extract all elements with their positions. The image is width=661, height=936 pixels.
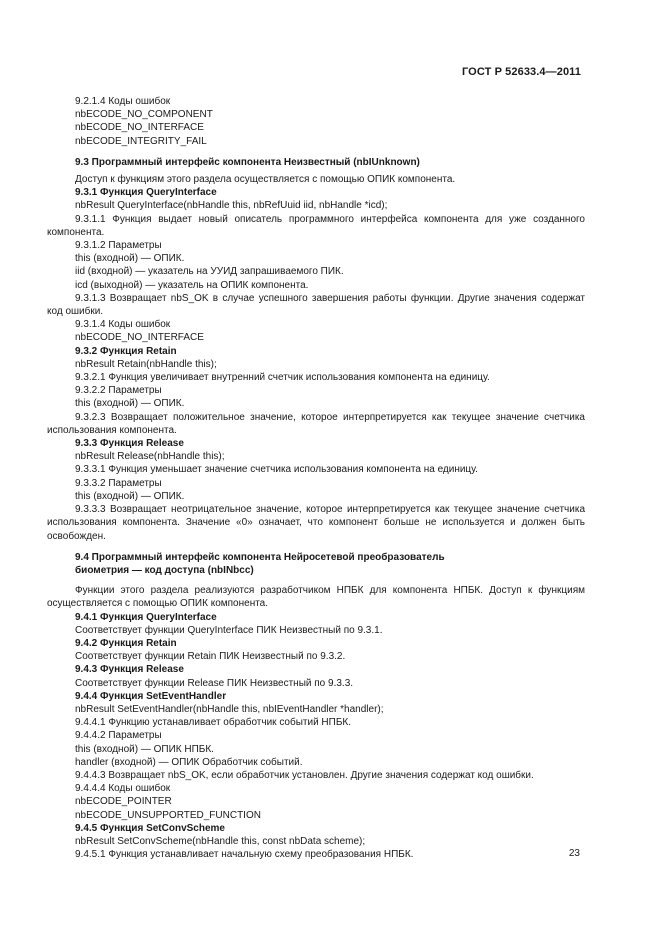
text-line: 9.4.5.1 Функция устанавливает начальную схему преобразования НПБК. (75, 849, 414, 861)
text-line: Соответствует функции Retain ПИК Неизвестный по 9.3.2. (75, 651, 346, 663)
subsection-heading: 9.4.2 Функция Retain (75, 637, 177, 649)
text-line: 9.3.1.4 Коды ошибок (75, 319, 171, 331)
paragraph: 9.3.1.1 Функция выдает новый описатель программного интерфейса компонента для уже созданного компонента. (47, 213, 585, 238)
text-line: 9.4.4.3 Возвращает nbS_OK, если обработчик установлен. Другие значения содержат код ошибки. (75, 769, 534, 781)
text-line: nbECODE_NO_INTERFACE (75, 332, 204, 344)
code-line: nbResult QueryInterface(nbHandle this, nbRefUuid iid, nbHandle *icd); (75, 200, 388, 212)
paragraph: 9.3.3.3 Возвращает неотрицательное значение, которое интерпретируется как текущее значение счетчика использования компонента. Значение «0» означает, что компонент больше не используется и должен быть освобожден. (47, 504, 585, 542)
subsection-heading: 9.3.3 Функция Release (75, 438, 184, 450)
text-line: nbECODE_POINTER (75, 796, 172, 808)
subsection-heading: 9.4.3 Функция Release (75, 664, 184, 676)
code-line: nbResult SetConvScheme(nbHandle this, const nbData scheme); (75, 835, 366, 847)
subsection-heading: 9.4.4 Функция SetEventHandler (75, 690, 227, 702)
text-line: 9.4.4.4 Коды ошибок (75, 783, 171, 795)
paragraph: 9.3.1.3 Возвращает nbS_OK в случае успешного завершения работы функции. Другие значения содержат код ошибки. (47, 292, 585, 318)
page-number: 23 (568, 848, 580, 859)
text-line: handler (входной) — ОПИК Обработчик событий. (75, 756, 303, 768)
text-line: Соответствует функции Release ПИК Неизвестный по 9.3.3. (75, 677, 354, 689)
text-line: iid (входной) — указатель на УУИД запрашиваемого ПИК. (75, 266, 344, 278)
text-line: 9.4.4.2 Параметры (75, 730, 162, 742)
text-line: Доступ к функциям этого раздела осуществляется с помощью ОПИК компонента. (75, 174, 456, 186)
text-line: nbECODE_NO_COMPONENT (75, 109, 213, 121)
subsection-heading: 9.3.1 Функция QueryInterface (75, 187, 217, 199)
section-heading-9-4: 9.4 Программный интерфейс компонента Нейросетевой преобразователь (75, 551, 445, 563)
text-line: this (входной) — ОПИК. (75, 253, 185, 265)
text-line: this (входной) — ОПИК НПБК. (75, 743, 214, 755)
text-line: 9.3.1.2 Параметры (75, 240, 162, 252)
section-heading-9-3: 9.3 Программный интерфейс компонента Неизвестный (nbIUnknown) (75, 156, 420, 168)
text-line: icd (выходной) — указатель на ОПИК компонента. (75, 279, 309, 291)
text-line: this (входной) — ОПИК. (75, 490, 185, 502)
text-line: this (входной) — ОПИК. (75, 398, 185, 410)
text-line: nbECODE_UNSUPPORTED_FUNCTION (75, 809, 261, 821)
text-line: nbECODE_NO_INTERFACE (75, 122, 204, 134)
code-line: nbResult Retain(nbHandle this); (75, 358, 217, 370)
text-line: nbECODE_INTEGRITY_FAIL (75, 135, 207, 147)
subsection-heading: 9.3.2 Функция Retain (75, 345, 177, 357)
text-line: 9.3.2.2 Параметры (75, 385, 162, 397)
text-line: 9.2.1.4 Коды ошибок (75, 96, 171, 107)
text-line: 9.4.4.1 Функцию устанавливает обработчик событий НПБК. (75, 717, 352, 729)
text-line: Соответствует функции QueryInterface ПИК Неизвестный по 9.3.1. (75, 624, 383, 636)
paragraph: Функции этого раздела реализуются разработчиком НПБК для компонента НПБК. Доступ к функциям осуществляется с помощью ОПИК компонента. (47, 585, 585, 610)
code-line: nbResult SetEventHandler(nbHandle this, nbIEventHandler *handler); (75, 703, 384, 715)
code-line: nbResult Release(nbHandle this); (75, 451, 225, 463)
subsection-heading: 9.4.1 Функция QueryInterface (75, 611, 217, 623)
text-line: 9.3.3.2 Параметры (75, 477, 162, 489)
document-body (47, 95, 585, 861)
text-line: 9.3.3.1 Функция уменьшает значение счетчика использования компонента на единицу. (75, 464, 478, 476)
paragraph: 9.3.2.3 Возвращает положительное значение, которое интерпретируется как текущее значение счетчика использования компонента. (47, 411, 585, 436)
section-heading-9-4-cont: биометрия — код доступа (nbINbcc) (75, 564, 254, 576)
subsection-heading: 9.4.5 Функция SetConvScheme (75, 822, 225, 834)
standard-header: ГОСТ Р 52633.4—2011 (461, 66, 581, 78)
text-line: 9.3.2.1 Функция увеличивает внутренний счетчик использования компонента на единицу. (75, 372, 490, 384)
